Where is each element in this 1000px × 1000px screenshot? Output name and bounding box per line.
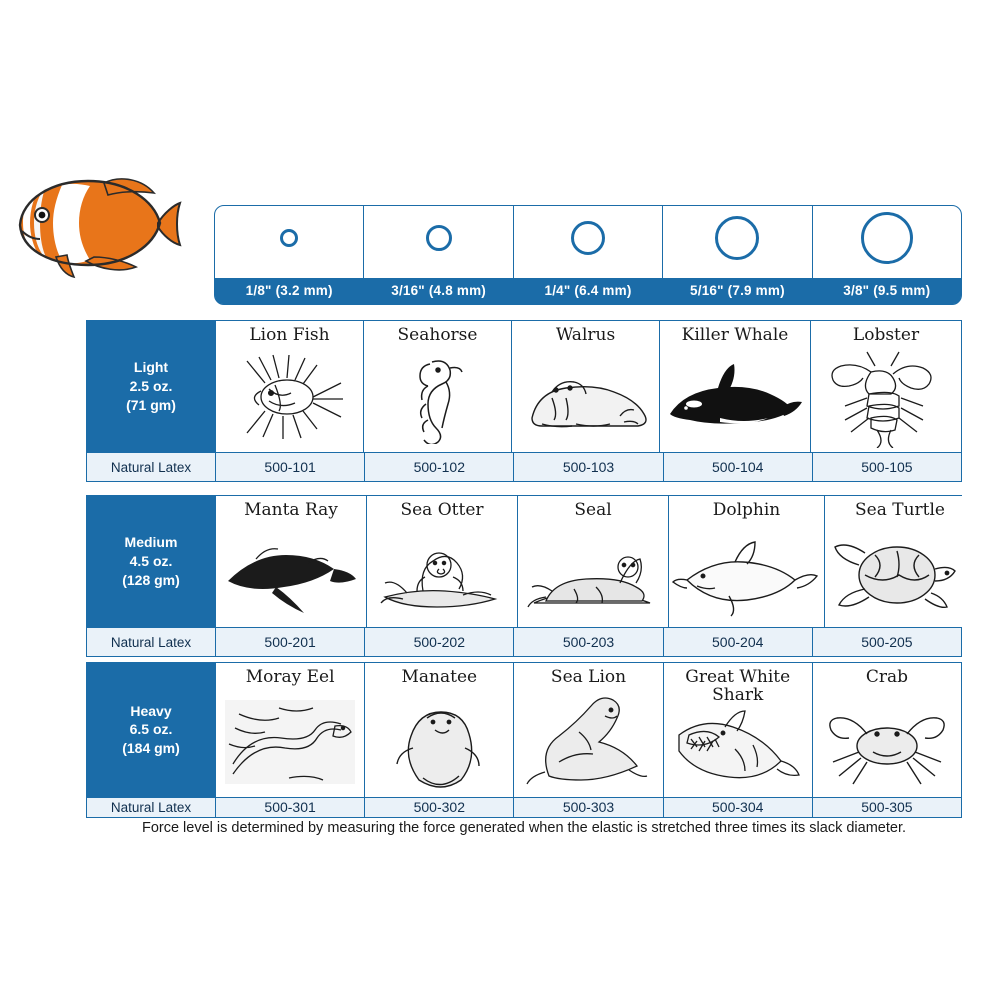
- size-cell-3: [513, 206, 662, 304]
- size-cell-2: [363, 206, 512, 304]
- product-cell[interactable]: [668, 496, 824, 627]
- dolphin-illustration: [669, 520, 824, 627]
- product-name: Manta Ray: [244, 500, 338, 520]
- product-cell[interactable]: [810, 321, 961, 452]
- group-body: [87, 321, 961, 452]
- moray-eel-illustration: [216, 687, 364, 797]
- product-name: Dolphin: [712, 500, 781, 520]
- footnote: Force level is determined by measuring the force generated when the elastic is stretched three times its slack diameter.: [141, 820, 907, 836]
- product-code: 500-303: [513, 798, 662, 817]
- group-body: [87, 496, 961, 627]
- force-level-cell: [87, 321, 215, 452]
- material-label: Natural Latex: [87, 628, 215, 656]
- product-name: Lobster: [852, 325, 920, 345]
- force-name: Light: [133, 359, 169, 376]
- group-footer: [87, 627, 961, 656]
- seal-illustration: [518, 520, 668, 627]
- ring-swatch-5: [813, 206, 961, 270]
- lobster-illustration: [811, 345, 961, 452]
- product-cell[interactable]: [517, 496, 668, 627]
- product-name: Seahorse: [397, 325, 478, 345]
- manatee-illustration: [365, 687, 513, 797]
- diameter-ring-icon: [571, 221, 605, 255]
- product-name: Killer Whale: [681, 325, 789, 345]
- force-group-light: [86, 320, 962, 482]
- product-name: Crab: [865, 667, 908, 687]
- force-metric: (184 gm): [122, 740, 180, 757]
- size-label: 3/8" (9.5 mm): [813, 278, 961, 304]
- size-label: 5/16" (7.9 mm): [663, 278, 811, 304]
- force-level-cell: [87, 663, 215, 797]
- clownfish-illustration: [8, 165, 183, 280]
- product-cell[interactable]: [659, 321, 810, 452]
- product-name: Walrus: [555, 325, 616, 345]
- group-footer: [87, 452, 961, 481]
- product-cell[interactable]: [366, 496, 517, 627]
- product-name: Sea Lion: [550, 667, 627, 687]
- force-weight: 6.5 oz.: [129, 721, 173, 738]
- product-cell[interactable]: [663, 663, 812, 797]
- product-code: 500-202: [364, 628, 513, 656]
- product-cell[interactable]: [364, 663, 513, 797]
- product-code: 500-101: [215, 453, 364, 481]
- product-name: Lion Fish: [249, 325, 330, 345]
- product-name: Sea Otter: [400, 500, 484, 520]
- product-code: 500-103: [513, 453, 662, 481]
- force-level-cell: [87, 496, 215, 627]
- ring-swatch-2: [364, 206, 512, 270]
- size-cell-5: [812, 206, 961, 304]
- product-code: 500-203: [513, 628, 662, 656]
- seahorse-illustration: [364, 345, 511, 452]
- product-code: 500-205: [812, 628, 961, 656]
- product-cell[interactable]: [215, 663, 364, 797]
- size-label: 1/8" (3.2 mm): [215, 278, 363, 304]
- group-body: [87, 663, 961, 797]
- force-group-medium: [86, 495, 962, 657]
- product-cell[interactable]: [215, 321, 363, 452]
- product-name: Sea Turtle: [855, 500, 945, 520]
- product-code: 500-201: [215, 628, 364, 656]
- force-name: Heavy: [130, 702, 172, 719]
- product-code: 500-304: [663, 798, 812, 817]
- ring-swatch-3: [514, 206, 662, 270]
- size-legend: [214, 205, 962, 305]
- product-name: Manatee: [401, 667, 478, 687]
- diameter-ring-icon: [280, 229, 298, 247]
- size-label: 1/4" (6.4 mm): [514, 278, 662, 304]
- product-code: 500-102: [364, 453, 513, 481]
- group-footer: [87, 797, 961, 817]
- size-label: 3/16" (4.8 mm): [364, 278, 512, 304]
- manta-ray-illustration: [216, 520, 366, 627]
- force-weight: 4.5 oz.: [129, 553, 173, 570]
- product-cell[interactable]: [824, 496, 975, 627]
- product-cell[interactable]: [215, 496, 366, 627]
- product-code: 500-301: [215, 798, 364, 817]
- great-white-shark-illustration: [664, 705, 812, 797]
- diameter-ring-icon: [715, 216, 759, 260]
- diameter-ring-icon: [426, 225, 452, 251]
- walrus-illustration: [512, 345, 659, 452]
- product-code: 500-204: [663, 628, 812, 656]
- ring-swatch-1: [215, 206, 363, 270]
- size-cell-1: [215, 206, 363, 304]
- killer-whale-illustration: [660, 345, 810, 452]
- product-code: 500-105: [812, 453, 961, 481]
- product-name: Seal: [574, 500, 612, 520]
- lionfish-illustration: [216, 345, 363, 452]
- product-name: Great White Shark: [685, 667, 791, 705]
- diameter-ring-icon: [861, 212, 913, 264]
- force-metric: (128 gm): [122, 571, 180, 588]
- product-cell[interactable]: [812, 663, 961, 797]
- sea-otter-illustration: [367, 520, 517, 627]
- force-metric: (71 gm): [126, 396, 176, 413]
- force-group-heavy: [86, 662, 962, 818]
- sea-lion-illustration: [514, 687, 662, 797]
- product-name: Moray Eel: [245, 667, 335, 687]
- product-cell[interactable]: [363, 321, 511, 452]
- product-code: 500-302: [364, 798, 513, 817]
- ring-swatch-4: [663, 206, 811, 270]
- product-cell[interactable]: [511, 321, 659, 452]
- product-cell[interactable]: [513, 663, 662, 797]
- force-weight: 2.5 oz.: [129, 378, 173, 395]
- size-cell-4: [662, 206, 811, 304]
- material-label: Natural Latex: [87, 453, 215, 481]
- crab-illustration: [813, 687, 961, 797]
- material-label: Natural Latex: [87, 798, 215, 817]
- force-name: Medium: [124, 534, 178, 551]
- product-code: 500-305: [812, 798, 961, 817]
- sea-turtle-illustration: [825, 520, 975, 627]
- product-code: 500-104: [663, 453, 812, 481]
